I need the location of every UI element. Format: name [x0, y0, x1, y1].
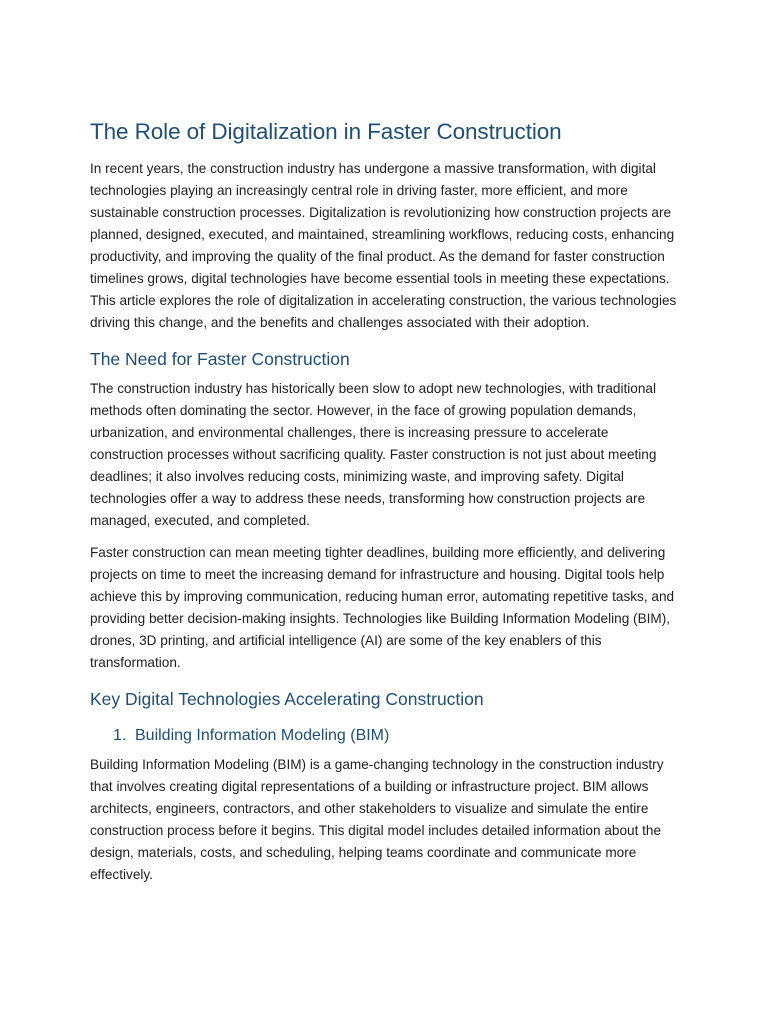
section-heading-need: The Need for Faster Construction [90, 349, 350, 369]
list-number: 1. [113, 727, 127, 744]
section-need-paragraph-2: Faster construction can mean meeting tighter deadlines, building more efficiently, and delivering projects on time to meet the increasing demand for infrastructure and housing. Digital tools help achieve this by improving communication, reducing human error, automating repetitive tasks, and providing better decision-making insights. Technologies like Building Information Modeling (BIM), drones, 3D printing, and artificial intelligence (AI) are some of the key enablers of this transformation. [90, 545, 675, 670]
intro-paragraph: In recent years, the construction industry has undergone a massive transformation, with digital technologies playing an increasingly central role in driving faster, more efficient, and more sustainable construction processes. Digitalization is revolutionizing how construction projects are planned, designed, executed, and maintained, streamlining workflows, reducing costs, enhancing productivity, and improving the quality of the final product. As the demand for faster construction timelines grows, digital technologies have become essential tools in meeting these expectations. This article explores the role of digitalization in accelerating construction, the various technologies driving this change, and the benefits and challenges associated with their adoption. [90, 161, 677, 330]
section-need-paragraph-1: The construction industry has historically been slow to adopt new technologies, with traditional methods often dominating the sector. However, in the face of growing population demands, urbanization, and environmental challenges, there is increasing pressure to accelerate construction processes without sacrificing quality. Faster construction is not just about meeting deadlines; it also involves reducing costs, minimizing waste, and improving safety. Digital technologies offer a way to address these needs, transforming how construction projects are managed, executed, and completed. [90, 381, 657, 528]
section-heading-technologies: Key Digital Technologies Accelerating Construction [90, 689, 484, 709]
subsection-heading-text: Building Information Modeling (BIM) [135, 727, 390, 744]
document-page [90, 116, 680, 886]
subsection-bim-paragraph: Building Information Modeling (BIM) is a game-changing technology in the construction industry that involves creating digital representations of a building or infrastructure project. BIM allows architects, engineers, contractors, and other stakeholders to visualize and simulate the entire construction process before it begins. This digital model includes detailed information about the design, materials, costs, and scheduling, helping teams coordinate and communicate more effectively. [90, 757, 664, 882]
subsection-heading-bim [90, 724, 680, 748]
document-title: The Role of Digitalization in Faster Construction [90, 119, 562, 144]
